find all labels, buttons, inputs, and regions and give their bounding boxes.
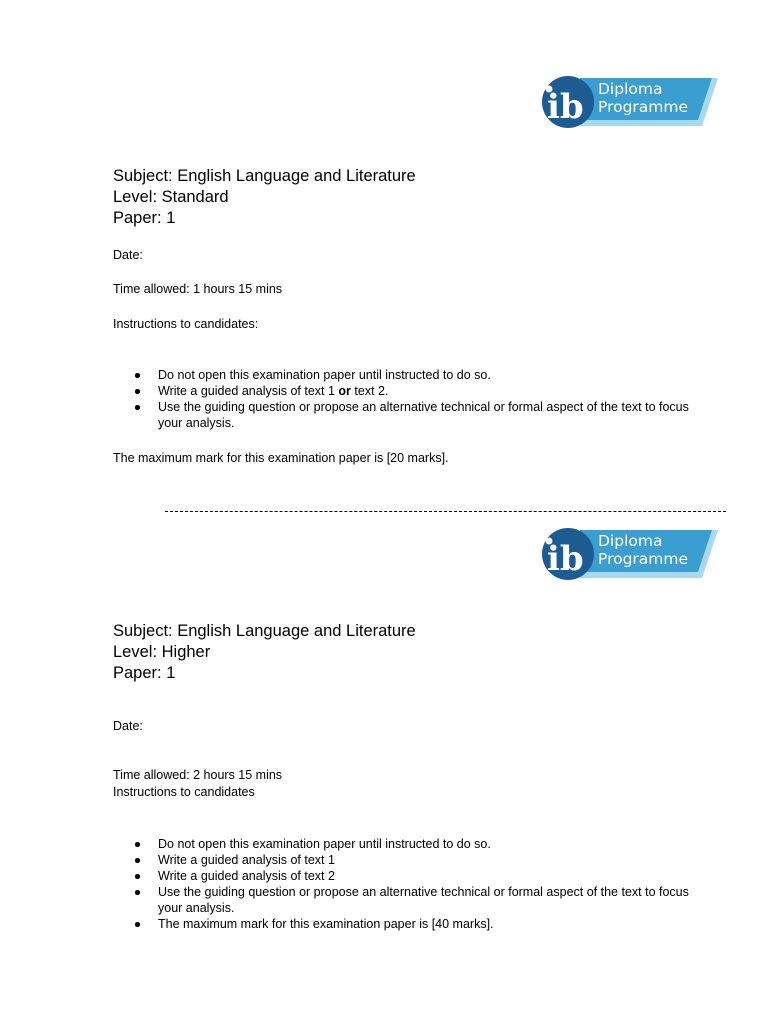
bullet-dot	[135, 890, 140, 895]
bullet-dot	[135, 858, 140, 863]
date-label: Date:	[113, 248, 143, 262]
bullet-text: The maximum mark for this examination paper is [40 marks].	[158, 917, 494, 931]
paper-line: Paper: 1	[113, 209, 176, 227]
date-label: Date:	[113, 719, 143, 733]
bullet-dot	[135, 922, 140, 927]
instructions-heading: Instructions to candidates	[113, 785, 255, 799]
instruction-list	[113, 367, 713, 431]
bullet-dot	[135, 373, 140, 378]
bullet-text: Do not open this examination paper until instructed to do so.	[158, 837, 491, 851]
ib-mark: ib	[547, 539, 584, 579]
max-mark: The maximum mark for this examination paper is [20 marks].	[113, 451, 449, 465]
level-line: Level: Standard	[113, 188, 229, 206]
logo-word-programme: Programme	[598, 98, 689, 116]
instruction-list	[113, 836, 713, 932]
list-item	[113, 868, 713, 884]
subject-line: Subject: English Language and Literature	[113, 622, 416, 640]
section-divider	[165, 511, 726, 512]
list-item	[113, 916, 713, 932]
paper-line: Paper: 1	[113, 664, 176, 682]
bullet-emphasis: or	[338, 384, 351, 398]
subject-line: Subject: English Language and Literature	[113, 167, 416, 185]
bullet-text: Use the guiding question or propose an alternative technical or formal aspect of the text to focus your analysis.	[158, 885, 689, 915]
time-allowed: Time allowed: 2 hours 15 mins	[113, 768, 283, 782]
level-line: Level: Higher	[113, 643, 211, 661]
bullet-dot	[135, 874, 140, 879]
bullet-dot	[135, 842, 140, 847]
bullet-dot	[135, 389, 140, 394]
bullet-text: Write a guided analysis of text 2	[158, 869, 335, 883]
list-item	[113, 852, 713, 868]
logo-word-diploma: Diploma	[598, 532, 663, 550]
ib-diploma-logo	[540, 74, 722, 130]
bullet-text: Write a guided analysis of text 1	[158, 853, 335, 867]
bullet-text: Use the guiding question or propose an alternative technical or formal aspect of the text to focus your analysis.	[158, 400, 689, 430]
bullet-dot	[135, 405, 140, 410]
bullet-text: Write a guided analysis of text 1	[158, 384, 339, 398]
logo-wordmark	[598, 532, 688, 568]
ib-diploma-logo	[540, 526, 722, 582]
bullet-text: Do not open this examination paper until instructed to do so.	[158, 368, 491, 382]
list-item	[113, 383, 713, 399]
logo-wordmark	[598, 80, 688, 116]
ib-mark: ib	[547, 87, 584, 127]
list-item	[113, 399, 713, 431]
instructions-heading: Instructions to candidates:	[113, 317, 259, 331]
list-item	[113, 836, 713, 852]
logo-word-diploma: Diploma	[598, 80, 663, 98]
bullet-text-tail: text 2.	[350, 384, 389, 398]
list-item	[113, 367, 713, 383]
logo-word-programme: Programme	[598, 550, 689, 568]
time-allowed: Time allowed: 1 hours 15 mins	[113, 282, 283, 296]
list-item	[113, 884, 713, 916]
